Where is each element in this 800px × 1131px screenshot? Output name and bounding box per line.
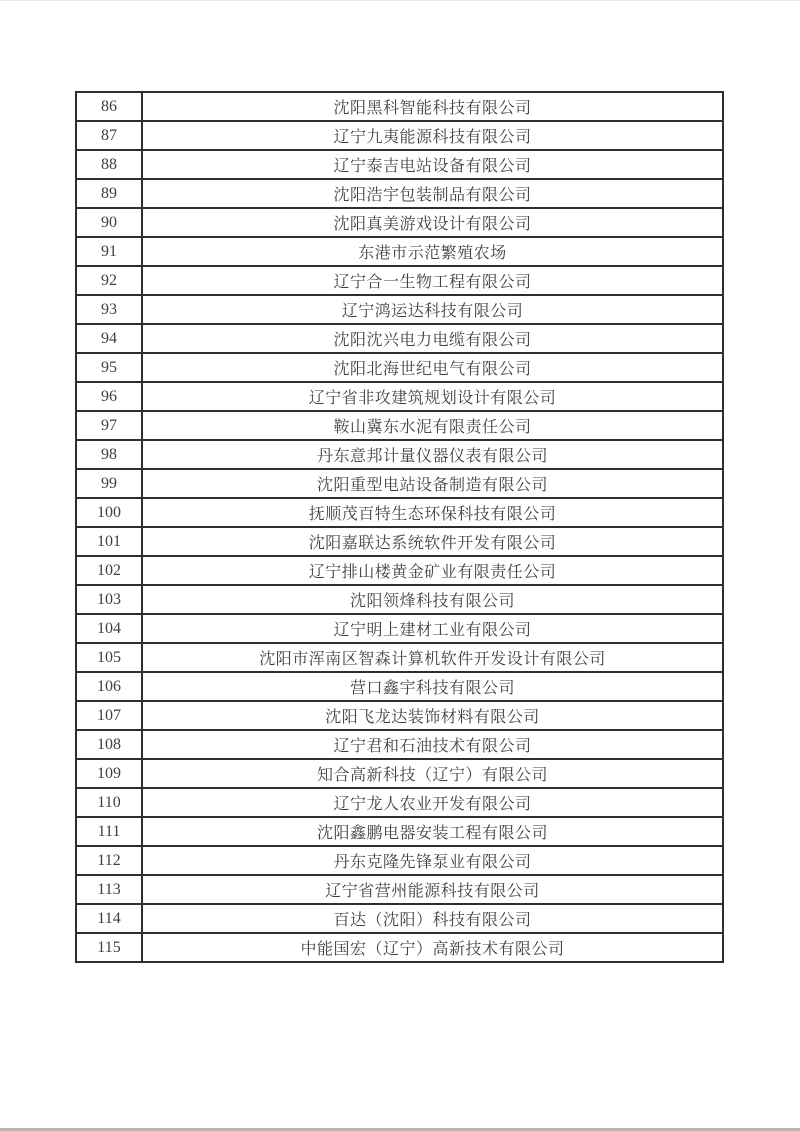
company-name: 鞍山冀东水泥有限责任公司 <box>142 411 723 440</box>
company-name: 沈阳重型电站设备制造有限公司 <box>142 469 723 498</box>
company-name: 辽宁合一生物工程有限公司 <box>142 266 723 295</box>
table-row <box>76 817 723 846</box>
table-row <box>76 643 723 672</box>
table-row <box>76 730 723 759</box>
table-row <box>76 208 723 237</box>
row-number: 87 <box>76 121 142 150</box>
table-row <box>76 498 723 527</box>
company-name: 沈阳真美游戏设计有限公司 <box>142 208 723 237</box>
row-number: 88 <box>76 150 142 179</box>
row-number: 100 <box>76 498 142 527</box>
company-name: 中能国宏（辽宁）高新技术有限公司 <box>142 933 723 962</box>
row-number: 93 <box>76 295 142 324</box>
table-row <box>76 614 723 643</box>
row-number: 101 <box>76 527 142 556</box>
company-name: 辽宁龙人农业开发有限公司 <box>142 788 723 817</box>
table-row <box>76 788 723 817</box>
company-name: 辽宁明上建材工业有限公司 <box>142 614 723 643</box>
row-number: 90 <box>76 208 142 237</box>
row-number: 95 <box>76 353 142 382</box>
table-row <box>76 150 723 179</box>
company-name: 丹东克隆先锋泵业有限公司 <box>142 846 723 875</box>
row-number: 96 <box>76 382 142 411</box>
company-name: 沈阳沈兴电力电缆有限公司 <box>142 324 723 353</box>
company-name: 丹东意邦计量仪器仪表有限公司 <box>142 440 723 469</box>
row-number: 108 <box>76 730 142 759</box>
company-name: 沈阳北海世纪电气有限公司 <box>142 353 723 382</box>
company-name: 沈阳市浑南区智森计算机软件开发设计有限公司 <box>142 643 723 672</box>
company-name: 抚顺茂百特生态环保科技有限公司 <box>142 498 723 527</box>
row-number: 114 <box>76 904 142 933</box>
table-row <box>76 353 723 382</box>
row-number: 92 <box>76 266 142 295</box>
company-name: 辽宁君和石油技术有限公司 <box>142 730 723 759</box>
row-number: 103 <box>76 585 142 614</box>
company-name: 辽宁排山楼黄金矿业有限责任公司 <box>142 556 723 585</box>
table-row <box>76 237 723 266</box>
row-number: 105 <box>76 643 142 672</box>
row-number: 112 <box>76 846 142 875</box>
table-row <box>76 324 723 353</box>
page-top-edge <box>0 0 800 1</box>
row-number: 104 <box>76 614 142 643</box>
company-name: 沈阳黑科智能科技有限公司 <box>142 92 723 121</box>
table-row <box>76 875 723 904</box>
company-name: 辽宁省非攻建筑规划设计有限公司 <box>142 382 723 411</box>
row-number: 109 <box>76 759 142 788</box>
row-number: 91 <box>76 237 142 266</box>
company-name: 知合高新科技（辽宁）有限公司 <box>142 759 723 788</box>
table-row <box>76 846 723 875</box>
company-name: 辽宁省营州能源科技有限公司 <box>142 875 723 904</box>
table-row <box>76 556 723 585</box>
company-name: 辽宁鸿运达科技有限公司 <box>142 295 723 324</box>
row-number: 106 <box>76 672 142 701</box>
row-number: 99 <box>76 469 142 498</box>
table-row <box>76 92 723 121</box>
company-name: 沈阳领烽科技有限公司 <box>142 585 723 614</box>
company-name: 营口鑫宇科技有限公司 <box>142 672 723 701</box>
company-name: 沈阳飞龙达装饰材料有限公司 <box>142 701 723 730</box>
row-number: 113 <box>76 875 142 904</box>
company-name: 辽宁泰吉电站设备有限公司 <box>142 150 723 179</box>
company-table-body <box>76 92 723 962</box>
table-row <box>76 411 723 440</box>
table-row <box>76 701 723 730</box>
row-number: 107 <box>76 701 142 730</box>
row-number: 97 <box>76 411 142 440</box>
table-row <box>76 382 723 411</box>
table-row <box>76 179 723 208</box>
row-number: 102 <box>76 556 142 585</box>
row-number: 89 <box>76 179 142 208</box>
table-row <box>76 672 723 701</box>
row-number: 98 <box>76 440 142 469</box>
company-name: 沈阳鑫鹏电器安装工程有限公司 <box>142 817 723 846</box>
row-number: 94 <box>76 324 142 353</box>
table-row <box>76 759 723 788</box>
table-row <box>76 121 723 150</box>
table-row <box>76 585 723 614</box>
company-name: 百达（沈阳）科技有限公司 <box>142 904 723 933</box>
row-number: 110 <box>76 788 142 817</box>
company-table <box>75 91 724 963</box>
company-name: 沈阳嘉联达系统软件开发有限公司 <box>142 527 723 556</box>
row-number: 86 <box>76 92 142 121</box>
table-row <box>76 469 723 498</box>
company-name: 东港市示范繁殖农场 <box>142 237 723 266</box>
table-row <box>76 933 723 962</box>
table-row <box>76 527 723 556</box>
row-number: 111 <box>76 817 142 846</box>
table-row <box>76 904 723 933</box>
company-name: 沈阳浩宇包装制品有限公司 <box>142 179 723 208</box>
table-row <box>76 266 723 295</box>
table-row <box>76 295 723 324</box>
table-row <box>76 440 723 469</box>
row-number: 115 <box>76 933 142 962</box>
company-name: 辽宁九夷能源科技有限公司 <box>142 121 723 150</box>
